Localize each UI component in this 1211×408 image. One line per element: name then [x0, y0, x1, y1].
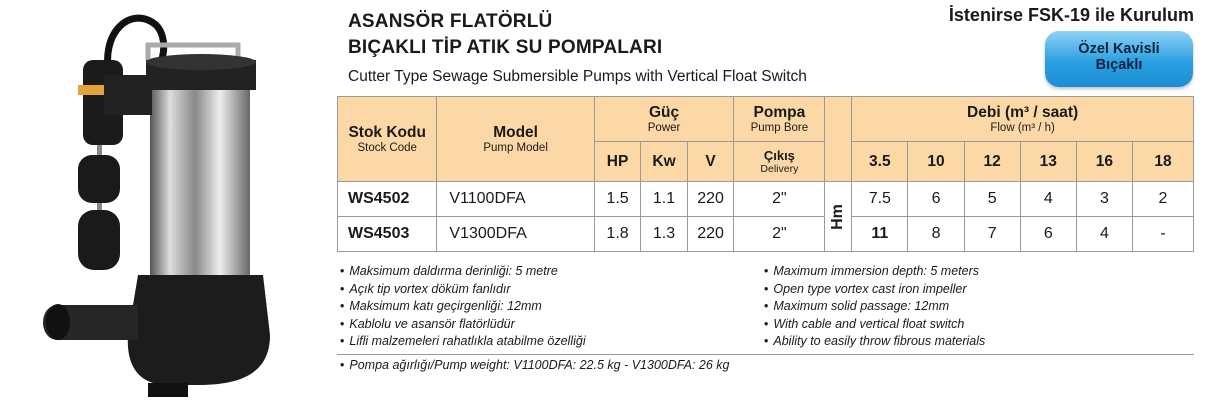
- model-cell: V1300DFA: [437, 217, 594, 252]
- feature-badge: [1045, 31, 1193, 87]
- title-line-2: BIÇAKLI TİP ATIK SU POMPALARI: [348, 37, 663, 58]
- stock-code-cell: WS4502: [338, 182, 437, 217]
- header-stock-code: Stok Kodu Stock Code: [338, 97, 437, 182]
- head-cell: 4: [1076, 217, 1132, 252]
- list-item: • Maksimum katı geçirgenliği: 12mm: [340, 298, 586, 316]
- page-title: [348, 9, 662, 61]
- header-hp: HP: [594, 142, 640, 182]
- divider: [337, 354, 1194, 355]
- header-spacer: [825, 97, 852, 182]
- head-cell: 3: [1076, 182, 1132, 217]
- list-item: • Lifli malzemeleri rahatlıkla atabilme özelliği: [340, 333, 586, 351]
- head-cell: 11: [852, 217, 908, 252]
- header-delivery: Çıkış Delivery: [734, 142, 825, 182]
- table-row: [338, 217, 1194, 252]
- delivery-cell: 2": [734, 182, 825, 217]
- hp-cell: 1.8: [594, 217, 640, 252]
- head-cell: 6: [1020, 217, 1076, 252]
- title-line-1: ASANSÖR FLATÖRLÜ: [348, 11, 553, 32]
- head-cell: 8: [908, 217, 964, 252]
- v-cell: 220: [687, 217, 734, 252]
- list-item: • Açık tip vortex döküm fanlıdır: [340, 281, 586, 299]
- flow-col-3: 12: [964, 142, 1020, 182]
- pump-image: [38, 5, 298, 403]
- flow-col-2: 10: [908, 142, 964, 182]
- header-model: Model Pump Model: [437, 97, 594, 182]
- header-power: Güç Power: [594, 97, 734, 142]
- list-item: • Ability to easily throw fibrous materials: [764, 333, 985, 351]
- features-list-en: [764, 263, 985, 351]
- stock-code-cell: WS4503: [338, 217, 437, 252]
- weight-note: • Pompa ağırlığı/Pump weight: V1100DFA: 22.5 kg - V1300DFA: 26 kg: [340, 358, 729, 372]
- flow-col-1: 3.5: [852, 142, 908, 182]
- head-cell: 2: [1132, 182, 1193, 217]
- flow-col-5: 16: [1076, 142, 1132, 182]
- v-cell: 220: [687, 182, 734, 217]
- list-item: • With cable and vertical float switch: [764, 316, 985, 334]
- head-cell: 4: [1020, 182, 1076, 217]
- list-item: • Maximum immersion depth: 5 meters: [764, 263, 985, 281]
- spec-table: [337, 96, 1194, 252]
- badge-line-1: Özel Kavisli: [1078, 41, 1160, 57]
- page-subtitle: Cutter Type Sewage Submersible Pumps with Vertical Float Switch: [348, 68, 807, 85]
- header-pump: Pompa Pump Bore: [734, 97, 825, 142]
- list-item: • Maximum solid passage: 12mm: [764, 298, 985, 316]
- header-v: V: [687, 142, 734, 182]
- hm-label-cell: [825, 182, 852, 252]
- header-flow: Debi (m³ / saat) Flow (m³ / h): [852, 97, 1194, 142]
- flow-col-6: 18: [1132, 142, 1193, 182]
- header-kw: Kw: [641, 142, 687, 182]
- table-row: [338, 182, 1194, 217]
- list-item: • Kablolu ve asansör flatörlüdür: [340, 316, 586, 334]
- badge-line-2: Bıçaklı: [1095, 57, 1143, 73]
- hp-cell: 1.5: [594, 182, 640, 217]
- installation-option: İstenirse FSK-19 ile Kurulum: [948, 5, 1194, 25]
- model-cell: V1100DFA: [437, 182, 594, 217]
- head-cell: 7.5: [852, 182, 908, 217]
- delivery-cell: 2": [734, 217, 825, 252]
- kw-cell: 1.3: [641, 217, 687, 252]
- kw-cell: 1.1: [641, 182, 687, 217]
- head-cell: 6: [908, 182, 964, 217]
- head-cell: 5: [964, 182, 1020, 217]
- list-item: • Open type vortex cast iron impeller: [764, 281, 985, 299]
- hm-label: Hm: [829, 203, 847, 230]
- head-cell: -: [1132, 217, 1193, 252]
- list-item: • Maksimum daldırma derinliği: 5 metre: [340, 263, 586, 281]
- features-list-tr: [340, 263, 586, 351]
- head-cell: 7: [964, 217, 1020, 252]
- flow-col-4: 13: [1020, 142, 1076, 182]
